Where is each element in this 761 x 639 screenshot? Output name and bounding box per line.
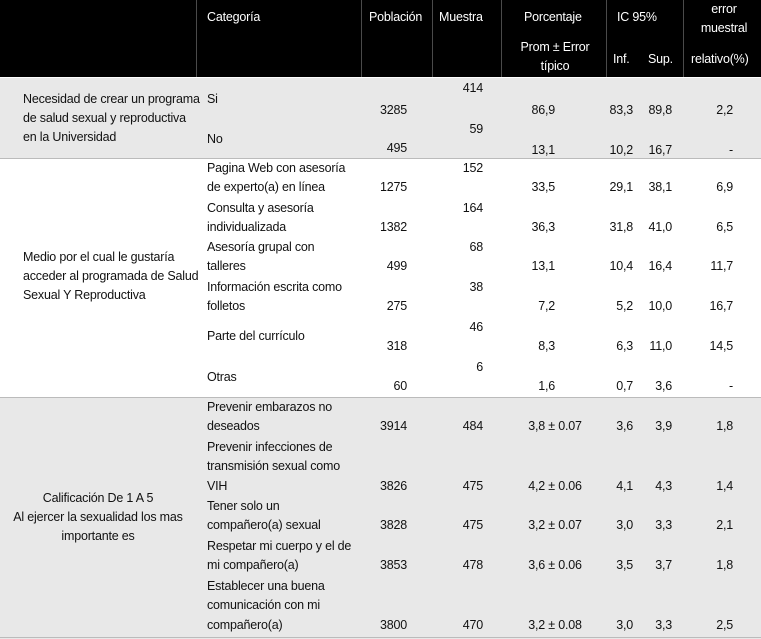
- group-2-label-1: Medio por el cual le gustaría: [23, 250, 175, 264]
- row-6-categoria-2: folletos: [207, 299, 246, 313]
- row-6-inf: 5,2: [616, 299, 633, 313]
- row-6-porcentaje: 7,2: [538, 299, 555, 313]
- header-poblacion: Población: [369, 10, 423, 24]
- row-12-sup: 3,7: [655, 558, 672, 572]
- row-4-error: 6,5: [716, 220, 733, 234]
- row-7-error: 14,5: [709, 339, 733, 353]
- row-1-poblacion: 3285: [379, 103, 407, 117]
- row-4-categoria-2: individualizada: [207, 220, 287, 234]
- row-4-porcentaje: 36,3: [531, 220, 555, 234]
- row-6-poblacion: 275: [386, 299, 407, 313]
- row-9-poblacion: 3914: [379, 419, 407, 433]
- group-2-label-3: Sexual Y Reproductiva: [23, 288, 146, 302]
- row-8-muestra: 6: [476, 360, 483, 374]
- header-prom-2: típico: [540, 59, 570, 73]
- row-1-categoria: Si: [207, 92, 218, 106]
- header-categoria: Categoría: [207, 10, 261, 24]
- row-3-categoria-1: Pagina Web con asesoría: [207, 161, 346, 175]
- row-9-porcentaje: 3,8 ± 0.07: [528, 419, 582, 433]
- row-13-categoria-3: compañero(a): [207, 618, 283, 632]
- row-13-inf: 3,0: [616, 618, 633, 632]
- row-8-error: -: [729, 379, 733, 393]
- row-12-poblacion: 3853: [379, 558, 407, 572]
- row-10-inf: 4,1: [616, 479, 633, 493]
- row-11-categoria-2: compañero(a) sexual: [207, 518, 321, 532]
- row-13-poblacion: 3800: [379, 618, 407, 632]
- header-error-1: error: [711, 2, 737, 16]
- row-10-porcentaje: 4,2 ± 0.06: [528, 479, 582, 493]
- row-7-poblacion: 318: [386, 339, 407, 353]
- row-13-error: 2,5: [716, 618, 733, 632]
- row-4-categoria-1: Consulta y asesoría: [207, 201, 314, 215]
- row-8-sup: 3,6: [655, 379, 672, 393]
- row-12-porcentaje: 3,6 ± 0.06: [528, 558, 582, 572]
- row-4-muestra: 164: [462, 201, 483, 215]
- row-13-categoria-2: comunicación con mi: [207, 598, 320, 612]
- row-5-inf: 10,4: [609, 259, 633, 273]
- row-3-error: 6,9: [716, 180, 733, 194]
- row-5-categoria-1: Asesoría grupal con: [207, 240, 315, 254]
- row-7-inf: 6,3: [616, 339, 633, 353]
- row-2-poblacion: 495: [386, 141, 407, 155]
- row-6-muestra: 38: [469, 280, 483, 294]
- row-5-sup: 16,4: [648, 259, 672, 273]
- header-inf: Inf.: [613, 52, 630, 66]
- group-1-label-2: de salud sexual y reproductiva: [23, 111, 186, 125]
- row-5-poblacion: 499: [386, 259, 407, 273]
- row-11-muestra: 475: [462, 518, 483, 532]
- row-10-categoria-3: VIH: [207, 479, 228, 493]
- header-prom-1: Prom ± Error: [520, 40, 590, 54]
- group-3-label-2: Al ejercer la sexualidad los mas: [13, 510, 183, 524]
- row-4-poblacion: 1382: [379, 220, 407, 234]
- row-7-porcentaje: 8,3: [538, 339, 555, 353]
- row-10-categoria-2: transmisión sexual como: [207, 459, 340, 473]
- row-10-poblacion: 3826: [379, 479, 407, 493]
- row-9-inf: 3,6: [616, 419, 633, 433]
- row-13-sup: 3,3: [655, 618, 672, 632]
- row-9-sup: 3,9: [655, 419, 672, 433]
- row-8-inf: 0,7: [616, 379, 633, 393]
- row-3-muestra: 152: [462, 161, 483, 175]
- row-13-muestra: 470: [462, 618, 483, 632]
- row-2-muestra: 59: [469, 122, 483, 136]
- row-7-categoria: Parte del currículo: [207, 329, 305, 343]
- row-3-porcentaje: 33,5: [531, 180, 555, 194]
- row-12-categoria-2: mi compañero(a): [207, 558, 299, 572]
- row-4-sup: 41,0: [648, 220, 672, 234]
- header-muestra: Muestra: [439, 10, 483, 24]
- group-3-label-1: Calificación De 1 A 5: [42, 491, 154, 505]
- row-1-inf: 83,3: [609, 103, 633, 117]
- row-3-inf: 29,1: [609, 180, 633, 194]
- group-1-label-1: Necesidad de crear un programa: [23, 92, 200, 106]
- row-6-categoria-1: Información escrita como: [207, 280, 342, 294]
- row-11-categoria-1: Tener solo un: [207, 499, 280, 513]
- header-sup: Sup.: [648, 52, 673, 66]
- row-11-inf: 3,0: [616, 518, 633, 532]
- row-2-error: -: [729, 143, 733, 157]
- row-6-sup: 10,0: [648, 299, 672, 313]
- row-12-inf: 3,5: [616, 558, 633, 572]
- row-13-porcentaje: 3,2 ± 0.08: [528, 618, 582, 632]
- row-5-muestra: 68: [469, 240, 483, 254]
- row-6-error: 16,7: [709, 299, 733, 313]
- row-11-sup: 3,3: [655, 518, 672, 532]
- row-12-categoria-1: Respetar mi cuerpo y el de: [207, 539, 352, 553]
- group-2-label-2: acceder al programada de Salud: [23, 269, 199, 283]
- row-7-muestra: 46: [469, 320, 483, 334]
- row-1-porcentaje: 86,9: [531, 103, 555, 117]
- row-9-categoria-2: deseados: [207, 419, 260, 433]
- header-relativo: relativo(%): [691, 52, 749, 66]
- row-2-inf: 10,2: [609, 143, 633, 157]
- row-13-categoria-1: Establecer una buena: [207, 579, 325, 593]
- row-10-sup: 4,3: [655, 479, 672, 493]
- row-12-error: 1,8: [716, 558, 733, 572]
- row-11-error: 2,1: [716, 518, 733, 532]
- row-2-categoria: No: [207, 132, 223, 146]
- group-3-label-3: importante es: [61, 529, 135, 543]
- row-3-poblacion: 1275: [379, 180, 407, 194]
- row-1-error: 2,2: [716, 103, 733, 117]
- row-5-error: 11,7: [710, 259, 733, 273]
- header-error-2: muestral: [700, 21, 748, 35]
- row-5-categoria-2: talleres: [207, 259, 246, 273]
- header-ic: IC 95%: [617, 10, 657, 24]
- row-11-poblacion: 3828: [379, 518, 407, 532]
- row-3-sup: 38,1: [648, 180, 672, 194]
- row-8-porcentaje: 1,6: [538, 379, 555, 393]
- row-8-categoria: Otras: [207, 370, 237, 384]
- row-9-categoria-1: Prevenir embarazos no: [207, 400, 333, 414]
- row-2-sup: 16,7: [648, 143, 672, 157]
- row-10-muestra: 475: [462, 479, 483, 493]
- row-3-categoria-2: de experto(a) en línea: [207, 180, 325, 194]
- row-10-categoria-1: Prevenir infecciones de: [207, 440, 333, 454]
- row-12-muestra: 478: [462, 558, 483, 572]
- row-9-error: 1,8: [716, 419, 733, 433]
- row-7-sup: 11,0: [649, 339, 672, 353]
- row-1-muestra: 414: [462, 81, 483, 95]
- group-1-label-3: en la Universidad: [23, 130, 117, 144]
- row-2-porcentaje: 13,1: [531, 143, 555, 157]
- row-10-error: 1,4: [716, 479, 733, 493]
- row-4-inf: 31,8: [609, 220, 633, 234]
- header-porcentaje: Porcentaje: [524, 10, 582, 24]
- row-1-sup: 89,8: [648, 103, 672, 117]
- row-9-muestra: 484: [462, 419, 483, 433]
- row-5-porcentaje: 13,1: [531, 259, 555, 273]
- row-8-poblacion: 60: [393, 379, 407, 393]
- row-11-porcentaje: 3,2 ± 0.07: [528, 518, 582, 532]
